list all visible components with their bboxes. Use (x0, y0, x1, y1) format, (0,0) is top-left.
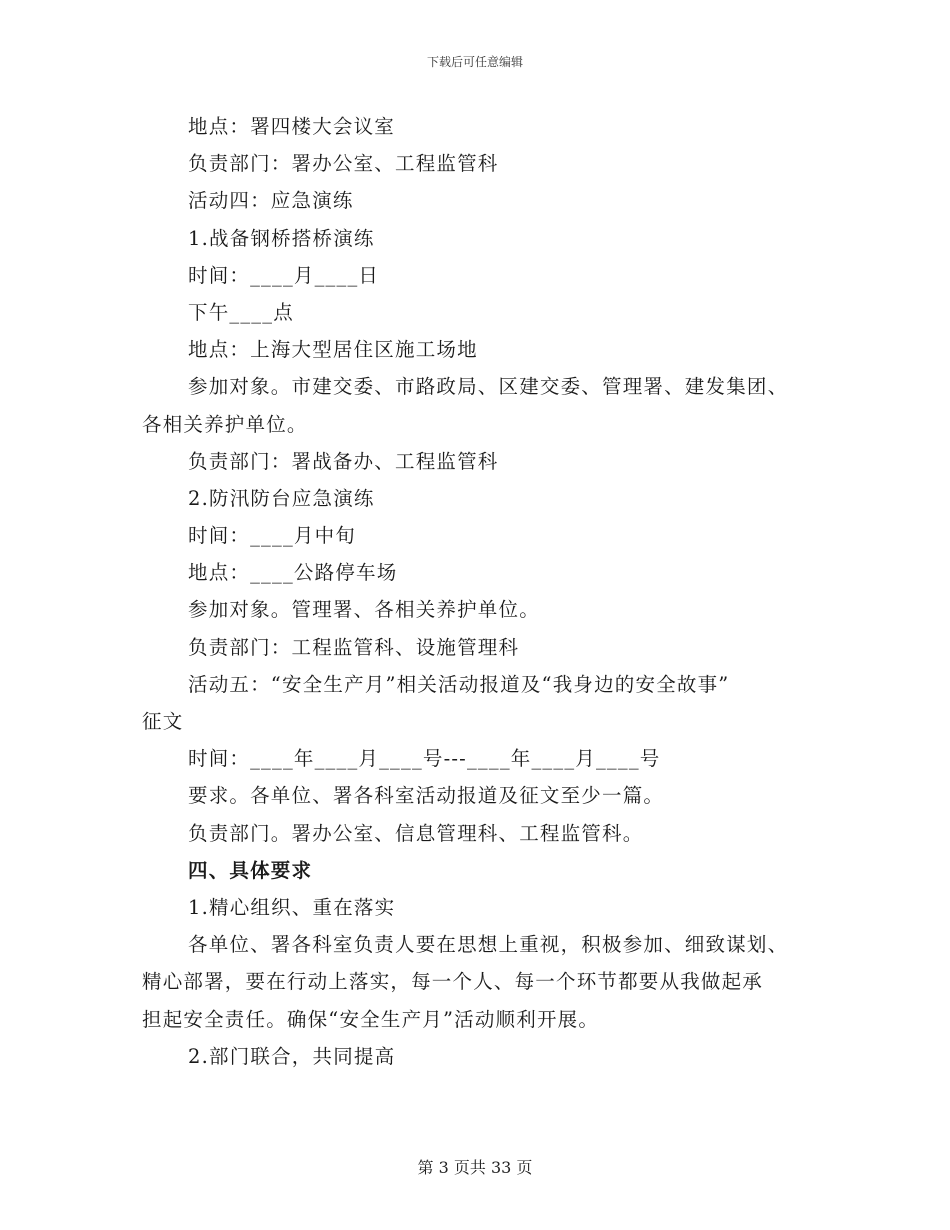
document-body (142, 108, 822, 1075)
text-line: 负责部门：署战备办、工程监管科 (188, 449, 499, 473)
text-line: 时间：____月中旬 (188, 524, 357, 548)
text-line: 1.精心组织、重在落实 (188, 895, 396, 919)
text-line: 参加对象。市建交委、市路政局、区建交委、管理署、建发集团、 (188, 375, 789, 399)
text-line: 负责部门。署办公室、信息管理科、工程监管科。 (188, 821, 644, 845)
text-line: 2.防汛防台应急演练 (188, 486, 375, 510)
text-line: 各单位、署各科室负责人要在思想上重视，积极参加、细致谋划、 (188, 933, 789, 957)
text-line: 时间：____月____日 (188, 263, 380, 287)
text-line: 1.战备钢桥搭桥演练 (188, 226, 375, 250)
text-line: 征文 (142, 710, 184, 733)
text-line: 地点：____公路停车场 (188, 561, 398, 585)
text-line: 负责部门：工程监管科、设施管理科 (188, 635, 520, 659)
text-line: 活动五：“安全生产月”相关活动报道及“我身边的安全故事” (188, 672, 730, 696)
text-line: 地点：上海大型居住区施工场地 (188, 338, 478, 362)
text-line: 参加对象。管理署、各相关养护单位。 (188, 598, 540, 622)
text-line: 各相关养护单位。 (142, 412, 308, 436)
text-line: 2.部门联合，共同提高 (188, 1044, 396, 1068)
page-footer: 第 3 页共 33 页 (417, 1158, 533, 1177)
text-line: 担起安全责任。确保“安全生产月”活动顺利开展。 (142, 1007, 600, 1031)
text-line: 负责部门：署办公室、工程监管科 (188, 152, 499, 176)
text-line: 下午____点 (188, 300, 294, 324)
text-line: 时间：____年____月____号---____年____月____号 (188, 747, 661, 771)
text-line: 活动四：应急演练 (188, 189, 354, 213)
section-heading: 四、具体要求 (188, 858, 313, 882)
page-header: 下载后可任意编辑 (426, 55, 523, 69)
text-line: 地点：署四楼大会议室 (188, 115, 396, 138)
text-line: 精心部署，要在行动上落实，每一个人、每一个环节都要从我做起承 (142, 970, 764, 994)
text-line: 要求。各单位、署各科室活动报道及征文至少一篇。 (188, 784, 665, 808)
